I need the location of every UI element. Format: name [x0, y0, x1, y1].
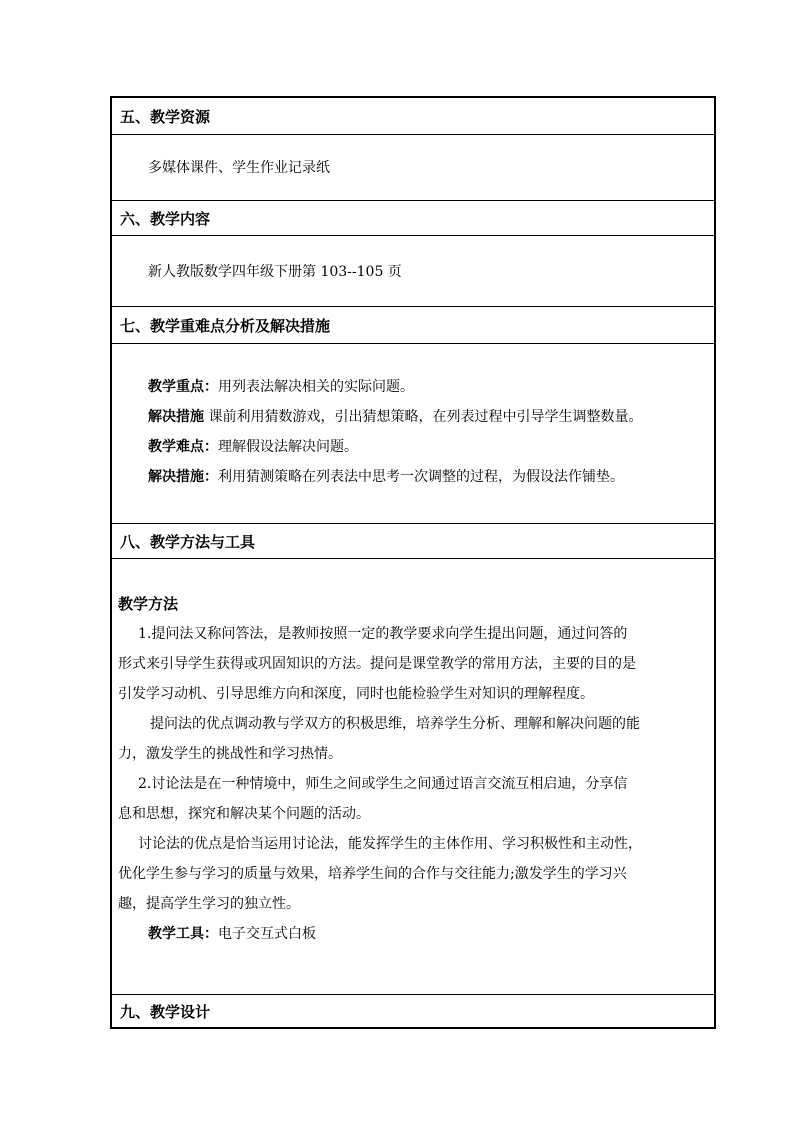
content-text: 新人教版数学四年级下册第 103--105 页	[148, 264, 402, 280]
tool-line	[112, 919, 714, 949]
method-line: 息和思想，探究和解决某个问题的活动。	[118, 806, 370, 822]
method-line: 趣，提高学生学习的独立性。	[118, 896, 300, 912]
key-point-item	[112, 462, 714, 492]
section-header-design	[112, 995, 714, 1027]
method-line: 形式来引导学生获得或巩固知识的方法。提问是课堂教学的常用方法，主要的目的是	[118, 656, 636, 672]
section-title: 六、教学内容	[120, 209, 211, 228]
section-title: 八、教学方法与工具	[120, 532, 256, 551]
method-line: 提问法的优点调动教与学双方的积极思维，培养学生分析、理解和解决问题的能	[150, 716, 640, 732]
section-title: 七、教学重难点分析及解决措施	[120, 316, 331, 335]
key-point-item	[112, 372, 714, 402]
method-line: 讨论法的优点是恰当运用讨论法，能发挥学生的主体作用、学习积极性和主动性，	[138, 836, 642, 852]
item-label: 教学难点：	[148, 439, 218, 455]
resources-text: 多媒体课件、学生作业记录纸	[148, 160, 330, 176]
method-line: 引发学习动机、引导思维方向和深度，同时也能检验学生对知识的理解程度。	[118, 686, 594, 702]
section-header-content	[112, 201, 714, 236]
section-body-key-points	[112, 344, 714, 524]
section-header-key-points	[112, 307, 714, 344]
item-text: 利用猜测策略在列表法中思考一次调整的过程，为假设法作铺垫。	[218, 469, 624, 485]
method-line: 优化学生参与学习的质量与效果，培养学生间的合作与交往能力;激发学生的学习兴	[118, 866, 627, 882]
item-text: 课前利用猜数游戏，引出猜想策略，在列表过程中引导学生调整数量。	[204, 409, 643, 425]
item-text: 用列表法解决相关的实际问题。	[218, 379, 414, 395]
section-title: 九、教学设计	[120, 1002, 211, 1021]
section-header-resources	[112, 98, 714, 135]
method-line: 2.讨论法是在一种情境中，师生之间或学生之间通过语言交流互相启迪，分享信	[138, 776, 628, 792]
method-line: 1.提问法又称问答法，是教师按照一定的教学要求向学生提出问题，通过问答的	[138, 626, 628, 642]
item-label: 解决措施	[148, 409, 204, 425]
item-label: 解决措施：	[148, 469, 218, 485]
key-point-item	[112, 432, 714, 462]
section-body-resources	[112, 135, 714, 201]
section-header-methods	[112, 524, 714, 559]
tool-label: 教学工具：	[148, 926, 218, 942]
item-label: 教学重点：	[148, 379, 218, 395]
tool-text: 电子交互式白板	[218, 926, 316, 942]
section-body-methods	[112, 559, 714, 995]
section-body-content	[112, 236, 714, 307]
lesson-plan-table	[110, 96, 716, 1029]
section-title: 五、教学资源	[120, 107, 211, 126]
item-text: 理解假设法解决问题。	[218, 439, 358, 455]
key-point-item	[112, 402, 714, 432]
method-heading: 教学方法	[118, 595, 179, 613]
method-line: 力，激发学生的挑战性和学习热情。	[118, 746, 342, 762]
